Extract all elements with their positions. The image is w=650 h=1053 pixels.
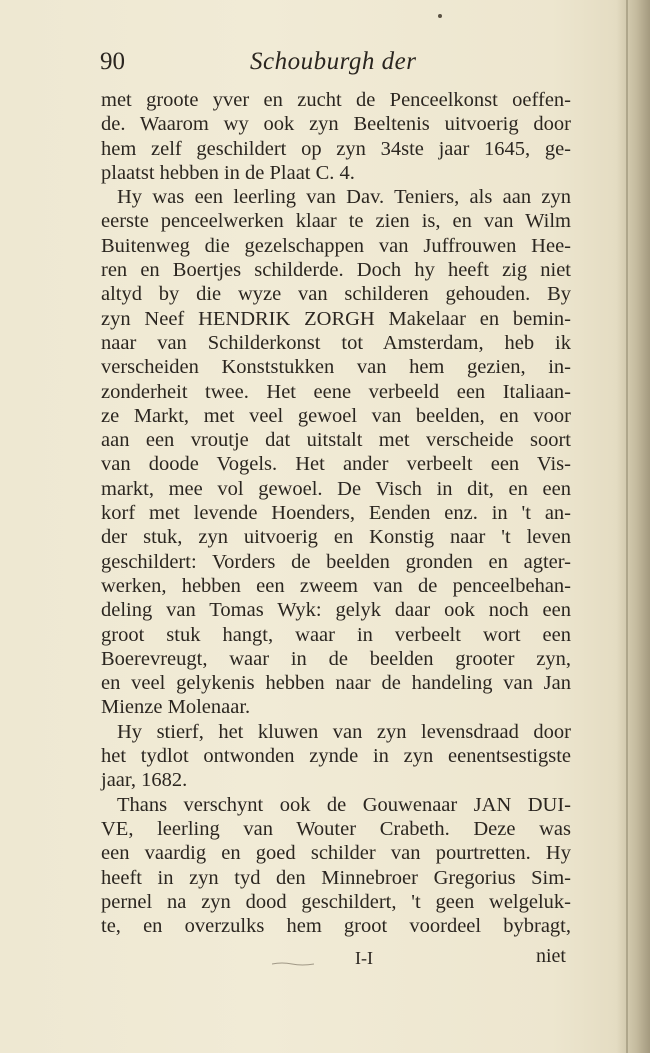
text-line: het tydlot ontwonden zynde in zyn eenentsestigste	[101, 745, 571, 768]
text-line: geschildert: Vorders de beelden gronden en agter-	[101, 550, 571, 573]
text-line: met groote yver en zucht de Penceelkonst oeffen-	[101, 89, 571, 111]
text-line: ze Markt, met veel gewoel van beelden, en voor	[101, 404, 571, 427]
text-line: markt, mee vol gewoel. De Visch in dit, en een	[101, 477, 571, 500]
text-line: te, en overzulks hem groot voordeel bybragt,	[101, 915, 571, 938]
page-header	[100, 48, 570, 82]
text-line: Boerevreugt, waar in de beelden grooter zyn,	[101, 647, 571, 670]
text-line: naar van Schilderkonst tot Amsterdam, heb ik	[101, 331, 571, 354]
text-line: ren en Boertjes schilderde. Doch hy heeft zig niet	[101, 259, 571, 282]
text-line: groot stuk hangt, waar in verbeelt wort een	[101, 623, 571, 646]
binding-shadow	[616, 0, 650, 1053]
text-line: een vaardig en goed schilder van pourtretten. Hy	[101, 842, 571, 865]
text-line: aan een vroutje dat uitstalt met verscheide soort	[101, 429, 571, 452]
text-line: werken, hebben een zweem van de penceelbehan-	[101, 574, 571, 597]
text-line: Hy stierf, het kluwen van zyn levensdraad door	[117, 720, 571, 743]
text-line: VE, leerling van Wouter Crabeth. Deze was	[101, 817, 571, 840]
text-line: zonderheit twee. Het eene verbeeld een Italiaan-	[101, 380, 571, 403]
binding-edge	[626, 0, 628, 1053]
text-line: pernel na zyn dood geschildert, 't geen welgeluk-	[101, 890, 571, 913]
text-line: hem zelf geschildert op zyn 34ste jaar 1645, ge-	[101, 137, 571, 160]
text-line: Thans verschynt ook de Gouwenaar JAN DUI-	[117, 793, 571, 816]
ink-smudge	[272, 962, 314, 966]
text-line: plaatst hebben in de Plaat C. 4.	[101, 161, 355, 184]
ink-speck	[438, 14, 442, 18]
text-line: korf met levende Hoenders, Eenden enz. in 't an-	[101, 502, 571, 525]
running-head: Schouburgh der	[250, 48, 417, 75]
text-line: heeft in zyn tyd den Minnebroer Gregorius Sim-	[101, 866, 571, 889]
signature-mark: I-I	[355, 948, 373, 968]
text-line: van doode Vogels. Het ander verbeelt een Vis-	[101, 453, 571, 476]
text-line: jaar, 1682.	[101, 769, 188, 792]
text-line: verscheiden Konststukken van hem gezien, in-	[101, 356, 571, 379]
text-line: en veel gelykenis hebben naar de handeling van Jan	[101, 672, 571, 695]
text-line: de. Waarom wy ook zyn Beeltenis uitvoerig door	[101, 113, 571, 136]
text-line: Mienze Molenaar.	[101, 696, 251, 719]
text-line: eerste penceelwerken klaar te zien is, en van Wilm	[101, 210, 571, 233]
text-line: Buitenweg die gezelschappen van Juffrouwen Hee-	[101, 234, 571, 257]
text-line: Hy was een leerling van Dav. Teniers, als aan zyn	[117, 186, 571, 209]
text-line: altyd by die wyze van schilderen gehouden. By	[101, 283, 571, 306]
body-text	[101, 88, 571, 938]
catchword: niet	[536, 945, 566, 967]
text-line: der stuk, zyn uitvoerig en Konstig naar 't leven	[101, 526, 571, 549]
page-number: 90	[100, 48, 125, 75]
text-line: deling van Tomas Wyk: gelyk daar ook noch een	[101, 599, 571, 622]
text-line: zyn Neef HENDRIK ZORGH Makelaar en bemin-	[101, 307, 571, 330]
